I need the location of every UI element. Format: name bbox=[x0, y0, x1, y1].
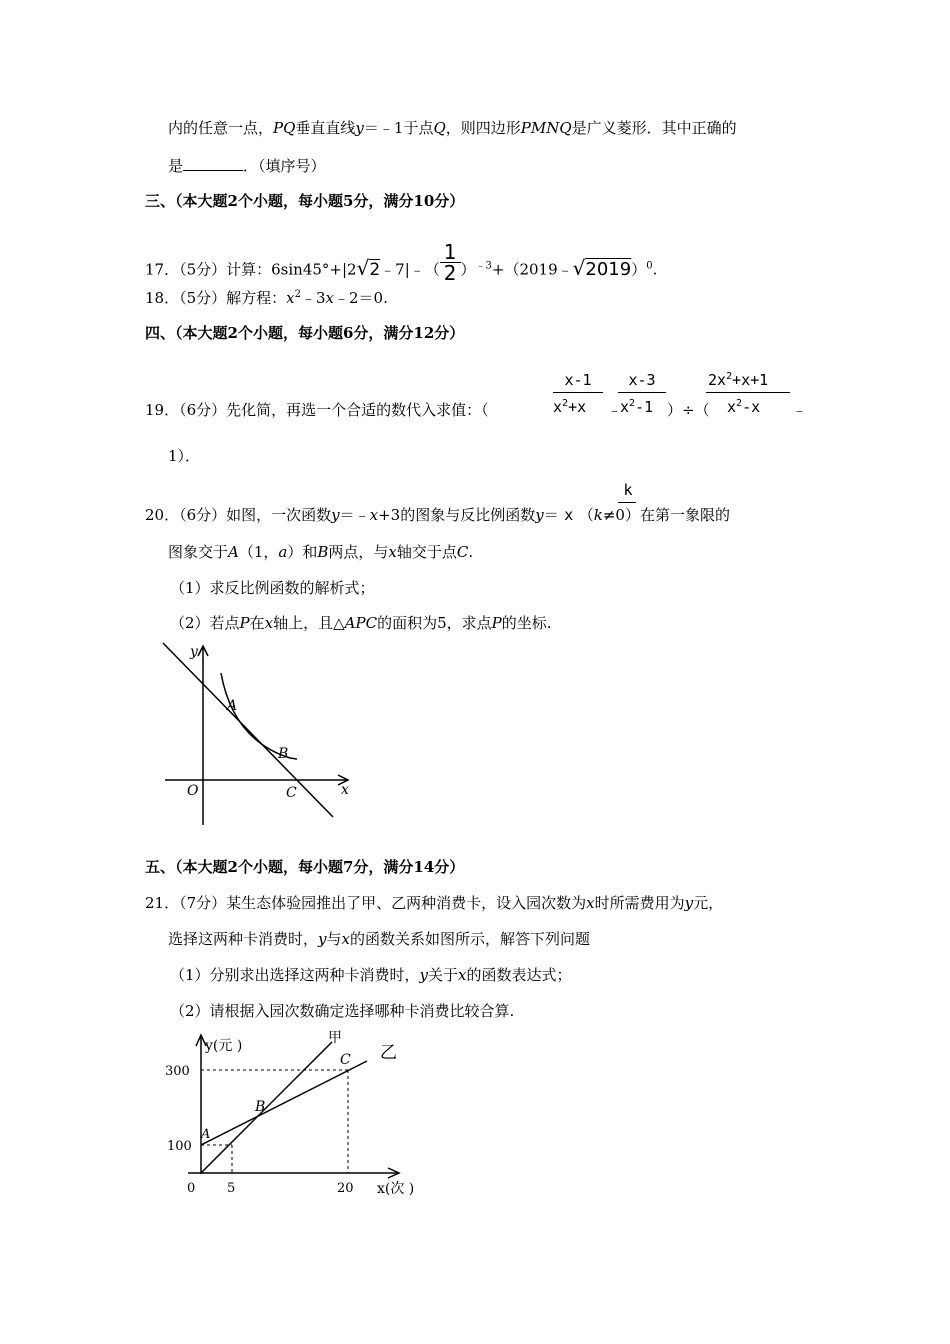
question-20-line2: 图象交于A（1，a）和B两点，与x轴交于点C. bbox=[168, 543, 474, 561]
question-20-part2: （2）若点P在x轴上，且△APC的面积为5，求点P的坐标. bbox=[170, 614, 552, 632]
question-21-part2: （2）请根据入园次数确定选择哪种卡消费比较合算. bbox=[170, 1002, 515, 1020]
section-5-title: 五、（本大题2个小题，每小题7分，满分14分） bbox=[145, 858, 465, 876]
question-21-part1: （1）分别求出选择这两种卡消费时，y关于x的函数表达式； bbox=[170, 966, 572, 984]
question-20-part1: （1）求反比例函数的解析式； bbox=[170, 579, 375, 597]
question-21-line2: 选择这两种卡消费时，y与x的函数关系如图所示，解答下列问题 bbox=[168, 930, 590, 948]
q19-frac3-num: $2x^2+x+1$ bbox=[708, 371, 769, 389]
fig-point-b: B bbox=[278, 746, 289, 762]
fig-origin-label: O bbox=[187, 783, 199, 799]
q20-k-bar bbox=[618, 502, 636, 503]
fig-x-axis-label: x(次 ) bbox=[377, 1181, 415, 1197]
q19-frac3-den: $x^2-x$ bbox=[727, 398, 761, 416]
q16-continuation-line1: 内的任意一点，PQ垂直直线y＝﹣1于点Q，则四边形PMNQ是广义菱形．其中正确的 bbox=[168, 119, 737, 137]
q20-k-num: k bbox=[623, 481, 633, 499]
q19-frac2-bar bbox=[618, 392, 666, 393]
q19-frac3-bar bbox=[706, 392, 790, 393]
fig-tick-5: 5 bbox=[227, 1181, 236, 1196]
question-18: 18．（5分）解方程：$x^2﹣3x﹣2=0$. bbox=[145, 289, 388, 307]
sqrt-2: √2 bbox=[356, 255, 381, 280]
q19-line2: 1）． bbox=[168, 447, 201, 465]
sqrt-2019: √2019 bbox=[572, 255, 632, 280]
fig-tick-300: 300 bbox=[165, 1064, 190, 1079]
q19-frac2-den: $x^2-1$ bbox=[620, 398, 654, 416]
q19-divide: ）÷（ bbox=[667, 401, 710, 419]
q16-continuation-line2: 是 ．（填序号） bbox=[168, 157, 326, 175]
answer-blank[interactable] bbox=[183, 156, 243, 171]
question-19: 19．（6分）先化简，再选一个合适的数代入求值：（ bbox=[145, 401, 489, 419]
fig-point-a: A bbox=[201, 1127, 211, 1142]
fig-tick-20: 20 bbox=[337, 1181, 354, 1196]
fig-label-jia: 甲 bbox=[328, 1030, 342, 1046]
fig-point-a: A bbox=[227, 698, 238, 714]
fig-y-label: y bbox=[190, 644, 198, 660]
fig-y-axis-label: y(元 ) bbox=[205, 1038, 243, 1054]
q21-figure bbox=[160, 1028, 430, 1208]
fig-point-b: B bbox=[255, 1099, 266, 1115]
q19-tail: ﹣ bbox=[792, 401, 808, 419]
q20-figure bbox=[155, 640, 365, 830]
section-4-title: 四、（本大题2个小题，每小题6分，满分12分） bbox=[145, 324, 465, 342]
fig-label-yi: 乙 bbox=[380, 1043, 397, 1063]
line-yi bbox=[201, 1061, 367, 1145]
q19-minus: ﹣ bbox=[607, 401, 623, 419]
q19-frac1-bar bbox=[553, 392, 603, 393]
q19-frac1-den: $x^2+x$ bbox=[553, 398, 587, 416]
question-21-line1: 21．（7分）某生态体验园推出了甲、乙两种消费卡，设入园次数为x时所需费用为y元， bbox=[145, 894, 724, 912]
q19-frac1-num: x-1 bbox=[564, 371, 592, 389]
fig-tick-100: 100 bbox=[167, 1139, 192, 1154]
question-17: 17．（5分）计算：6sin45°+|2√2﹣7|﹣（ $\frac{1}{2}$ ）$^{﹣3}$+（2019﹣√2019）$^0$. bbox=[145, 240, 658, 285]
line-jia bbox=[201, 1042, 332, 1173]
fig-x-label: x bbox=[341, 782, 349, 798]
fig-origin: 0 bbox=[187, 1181, 196, 1196]
question-20-line1: 20．（6分）如图，一次函数y＝﹣x+3的图象与反比例函数y＝ x （k≠0）在第一象限的 bbox=[145, 506, 730, 524]
q19-frac2-num: x-3 bbox=[628, 371, 656, 389]
fig-point-c: C bbox=[340, 1052, 351, 1068]
fig-point-c: C bbox=[286, 785, 297, 801]
section-3-title: 三、（本大题2个小题，每小题5分，满分10分） bbox=[145, 192, 465, 210]
